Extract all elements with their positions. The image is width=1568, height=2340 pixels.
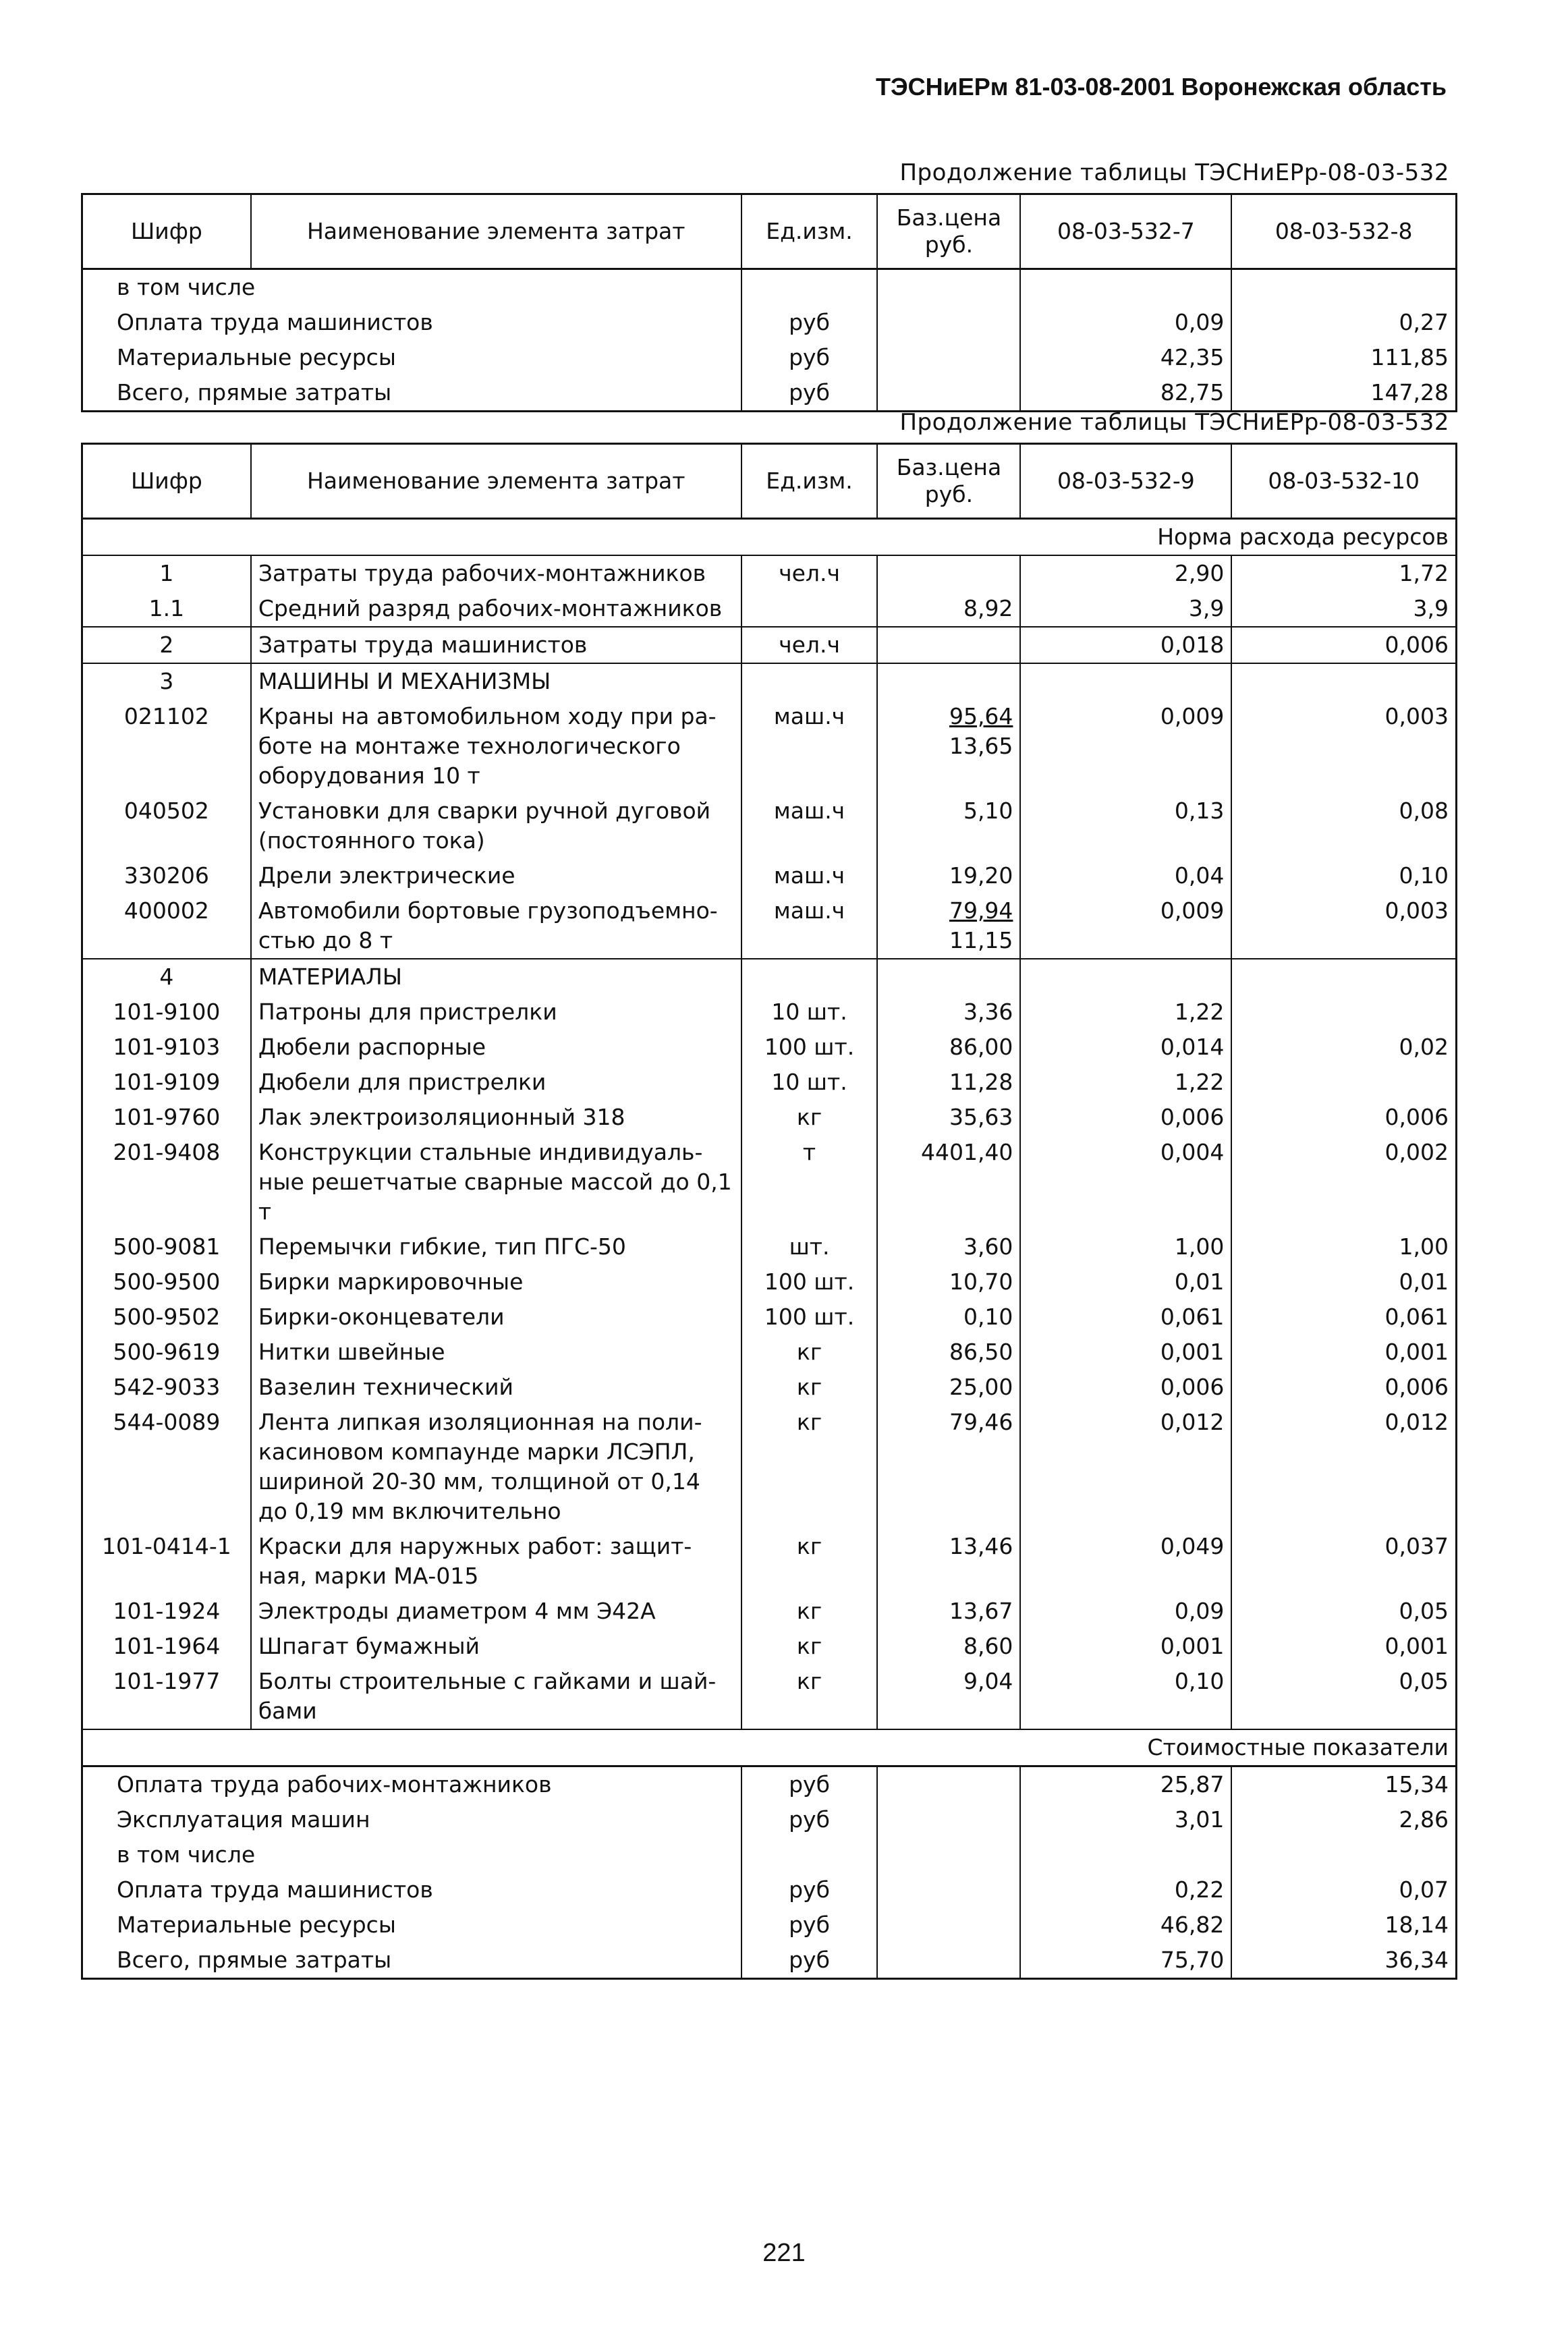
row-name: Шпагат бумажный [251, 1629, 741, 1664]
row-name: Нитки швейные [251, 1335, 741, 1370]
table-row [82, 269, 1457, 306]
row-name: Лак электроизоляционный 318 [251, 1100, 741, 1135]
row-price [877, 340, 1020, 375]
row-name: Вазелин технический [251, 1370, 741, 1405]
row-value-b: 0,003 [1231, 699, 1456, 793]
row-value-b [1231, 269, 1456, 306]
row-price: 8,60 [877, 1629, 1020, 1664]
summary-price [877, 1943, 1020, 1979]
row-value-b: 1,00 [1231, 1229, 1456, 1264]
row-unit: маш.ч [741, 893, 878, 959]
table-row [82, 305, 1457, 340]
row-price: 86,00 [877, 1030, 1020, 1065]
row-price: 79,46 [877, 1405, 1020, 1529]
summary-price [877, 1766, 1020, 1803]
row-name: Бирки-оконцеватели [251, 1300, 741, 1335]
summary-price [877, 1872, 1020, 1907]
table1-body [82, 269, 1457, 412]
row-value-a: 0,13 [1020, 793, 1231, 858]
row-name: Электроды диаметром 4 мм Э42А [251, 1594, 741, 1629]
table-row [82, 1065, 1457, 1100]
row-code: 500-9081 [82, 1229, 251, 1264]
row-value-b [1231, 995, 1456, 1030]
row-unit: 100 шт. [741, 1264, 878, 1300]
table-row [82, 1264, 1457, 1300]
table-row [82, 375, 1457, 412]
summary-value-a: 0,22 [1020, 1872, 1231, 1907]
table-row [82, 591, 1457, 627]
row-value-b [1231, 959, 1456, 995]
row-unit: руб [741, 340, 878, 375]
page-number: 221 [762, 2239, 806, 2267]
row-name: Дрели электрические [251, 858, 741, 893]
row-value-b: 0,02 [1231, 1030, 1456, 1065]
row-value-b: 0,002 [1231, 1135, 1456, 1229]
row-unit: кг [741, 1594, 878, 1629]
row-price: 4401,40 [877, 1135, 1020, 1229]
row-code: 2 [82, 627, 251, 663]
row-value-a: 1,22 [1020, 1065, 1231, 1100]
row-code: 4 [82, 959, 251, 995]
row-unit [741, 269, 878, 306]
row-value-b: 147,28 [1231, 375, 1456, 412]
row-name: Перемычки гибкие, тип ПГС-50 [251, 1229, 741, 1264]
row-unit: 10 шт. [741, 1065, 878, 1100]
row-name: Установки для сварки ручной дуговой (постоянного тока) [251, 793, 741, 858]
row-unit: кг [741, 1370, 878, 1405]
row-value-a: 82,75 [1020, 375, 1231, 412]
summary-unit: руб [741, 1766, 878, 1803]
row-value-a: 0,004 [1020, 1135, 1231, 1229]
row-price: 3,60 [877, 1229, 1020, 1264]
row-value-b: 0,037 [1231, 1529, 1456, 1594]
row-price [877, 269, 1020, 306]
table-row [82, 555, 1457, 591]
row-code: 101-1924 [82, 1594, 251, 1629]
summary-value-b [1231, 1837, 1456, 1872]
row-value-a: 0,04 [1020, 858, 1231, 893]
row-code: 021102 [82, 699, 251, 793]
table-row [82, 1529, 1457, 1594]
summary-row [82, 1943, 1457, 1979]
table1-caption: Продолжение таблицы ТЭСНиЕРр-08-03-532 [899, 159, 1449, 186]
row-code: 330206 [82, 858, 251, 893]
summary-value-b: 2,86 [1231, 1802, 1456, 1837]
row-price: 25,00 [877, 1370, 1020, 1405]
table2-caption: Продолжение таблицы ТЭСНиЕРр-08-03-532 [899, 409, 1449, 436]
price-base: 79,94 [949, 897, 1013, 924]
row-price: 86,50 [877, 1335, 1020, 1370]
row-price: 3,36 [877, 995, 1020, 1030]
row-value-a: 0,012 [1020, 1405, 1231, 1529]
page-header-title: ТЭСНиЕРм 81-03-08-2001 Воронежская область [876, 73, 1447, 101]
table-row [82, 1135, 1457, 1229]
summary-value-a: 3,01 [1020, 1802, 1231, 1837]
summary-price [877, 1837, 1020, 1872]
row-price [877, 305, 1020, 340]
row-price [877, 699, 1020, 793]
table1 [81, 193, 1457, 412]
table-row [82, 663, 1457, 699]
table-row [82, 793, 1457, 858]
table1-header [82, 194, 1457, 269]
col-name-header: Наименование элемента затрат [251, 444, 741, 519]
row-code: 500-9500 [82, 1264, 251, 1300]
row-name: Патроны для пристрелки [251, 995, 741, 1030]
cost-label-spacer [82, 1729, 251, 1766]
row-value-a: 0,009 [1020, 893, 1231, 959]
row-unit: кг [741, 1405, 878, 1529]
row-name: Дюбели распорные [251, 1030, 741, 1065]
row-code: 1 [82, 555, 251, 591]
row-value-a: 0,009 [1020, 699, 1231, 793]
row-unit [741, 959, 878, 995]
row-value-a: 0,061 [1020, 1300, 1231, 1335]
row-name: Материальные ресурсы [82, 340, 741, 375]
summary-row [82, 1802, 1457, 1837]
cost-label: Стоимостные показатели [251, 1729, 1457, 1766]
row-value-b: 0,10 [1231, 858, 1456, 893]
table-row [82, 1229, 1457, 1264]
table-row [82, 959, 1457, 995]
row-unit: кг [741, 1629, 878, 1664]
row-value-b: 0,001 [1231, 1629, 1456, 1664]
row-code: 101-0414-1 [82, 1529, 251, 1594]
summary-price [877, 1802, 1020, 1837]
summary-row [82, 1837, 1457, 1872]
col-price-header: Баз.цена руб. [877, 444, 1020, 519]
row-value-b: 0,006 [1231, 1370, 1456, 1405]
row-name: Средний разряд рабочих-монтажников [251, 591, 741, 627]
row-price [877, 959, 1020, 995]
norm-label: Норма расхода ресурсов [251, 519, 1457, 556]
row-value-b: 0,006 [1231, 627, 1456, 663]
col-a-header: 08-03-532-7 [1020, 194, 1231, 269]
summary-unit: руб [741, 1802, 878, 1837]
row-name: в том числе [82, 269, 741, 306]
row-value-b: 0,01 [1231, 1264, 1456, 1300]
row-value-b: 0,05 [1231, 1664, 1456, 1729]
col-price-header: Баз.цена руб. [877, 194, 1020, 269]
summary-value-a [1020, 1837, 1231, 1872]
row-value-a: 0,001 [1020, 1629, 1231, 1664]
row-value-a: 0,10 [1020, 1664, 1231, 1729]
row-unit: кг [741, 1664, 878, 1729]
summary-value-b: 15,34 [1231, 1766, 1456, 1803]
row-price: 13,46 [877, 1529, 1020, 1594]
row-name: Бирки маркировочные [251, 1264, 741, 1300]
row-price: 11,28 [877, 1065, 1020, 1100]
row-price: 10,70 [877, 1264, 1020, 1300]
row-value-a: 0,09 [1020, 1594, 1231, 1629]
row-price: 0,10 [877, 1300, 1020, 1335]
norm-label-row [82, 519, 1457, 556]
summary-value-b: 0,07 [1231, 1872, 1456, 1907]
table2 [81, 443, 1457, 1980]
table-row [82, 1030, 1457, 1065]
row-name: Всего, прямые затраты [82, 375, 741, 412]
row-unit: руб [741, 375, 878, 412]
summary-unit: руб [741, 1943, 878, 1979]
row-code: 040502 [82, 793, 251, 858]
summary-price [877, 1907, 1020, 1943]
summary-name: Оплата труда машинистов [82, 1872, 741, 1907]
row-value-a: 2,90 [1020, 555, 1231, 591]
row-code: 542-9033 [82, 1370, 251, 1405]
row-value-a: 0,018 [1020, 627, 1231, 663]
row-unit: кг [741, 1335, 878, 1370]
table-row [82, 1405, 1457, 1529]
row-value-a: 0,014 [1020, 1030, 1231, 1065]
row-name: Лента липкая изоляционная на поли- касиновом компаунде марки ЛСЭПЛ, шириной 20-30 мм, толщиной от 0,14 до 0,19 мм включительно [251, 1405, 741, 1529]
summary-name: Оплата труда рабочих-монтажников [82, 1766, 741, 1803]
row-value-b: 111,85 [1231, 340, 1456, 375]
row-value-b: 0,061 [1231, 1300, 1456, 1335]
row-unit: маш.ч [741, 793, 878, 858]
col-name-header: Наименование элемента затрат [251, 194, 741, 269]
row-unit: кг [741, 1529, 878, 1594]
row-value-b: 0,003 [1231, 893, 1456, 959]
row-price: 35,63 [877, 1100, 1020, 1135]
col-code-header: Шифр [82, 194, 251, 269]
row-code: 500-9502 [82, 1300, 251, 1335]
row-price [877, 627, 1020, 663]
row-code: 544-0089 [82, 1405, 251, 1529]
table-row [82, 1594, 1457, 1629]
row-unit: т [741, 1135, 878, 1229]
table-row [82, 1335, 1457, 1370]
row-value-b: 0,05 [1231, 1594, 1456, 1629]
row-value-b [1231, 1065, 1456, 1100]
col-code-header: Шифр [82, 444, 251, 519]
row-code: 101-1964 [82, 1629, 251, 1664]
row-value-b: 0,001 [1231, 1335, 1456, 1370]
row-value-a [1020, 663, 1231, 699]
row-price [877, 663, 1020, 699]
row-value-a: 1,00 [1020, 1229, 1231, 1264]
row-unit: 100 шт. [741, 1030, 878, 1065]
cost-label-row [82, 1729, 1457, 1766]
row-value-a [1020, 959, 1231, 995]
row-unit: 10 шт. [741, 995, 878, 1030]
price-labor: 13,65 [949, 733, 1013, 759]
row-unit: 100 шт. [741, 1300, 878, 1335]
col-a-header: 08-03-532-9 [1020, 444, 1231, 519]
summary-row [82, 1872, 1457, 1907]
price-base: 95,64 [949, 703, 1013, 729]
row-unit: маш.ч [741, 699, 878, 793]
row-code: 101-9109 [82, 1065, 251, 1100]
row-name: Краны на автомобильном ходу при ра- боте на монтаже технологического оборудования 10 т [251, 699, 741, 793]
row-code: 1.1 [82, 591, 251, 627]
summary-unit: руб [741, 1907, 878, 1943]
table2-body [82, 519, 1457, 1979]
row-code: 101-1977 [82, 1664, 251, 1729]
row-value-b: 1,72 [1231, 555, 1456, 591]
row-unit: руб [741, 305, 878, 340]
row-code: 101-9100 [82, 995, 251, 1030]
table-row [82, 340, 1457, 375]
summary-value-b: 18,14 [1231, 1907, 1456, 1943]
table-row [82, 1300, 1457, 1335]
col-unit-header: Ед.изм. [741, 444, 878, 519]
table-row [82, 995, 1457, 1030]
summary-value-a: 46,82 [1020, 1907, 1231, 1943]
row-price: 8,92 [877, 591, 1020, 627]
summary-value-b: 36,34 [1231, 1943, 1456, 1979]
summary-name: Всего, прямые затраты [82, 1943, 741, 1979]
row-name: Болты строительные с гайками и шай- бами [251, 1664, 741, 1729]
summary-value-a: 75,70 [1020, 1943, 1231, 1979]
row-value-a: 0,006 [1020, 1370, 1231, 1405]
row-code: 101-9760 [82, 1100, 251, 1135]
summary-name: в том числе [82, 1837, 741, 1872]
summary-unit [741, 1837, 878, 1872]
col-b-header: 08-03-532-8 [1231, 194, 1456, 269]
row-name: Конструкции стальные индивидуаль- ные решетчатые сварные массой до 0,1 т [251, 1135, 741, 1229]
table-row [82, 893, 1457, 959]
summary-unit: руб [741, 1872, 878, 1907]
row-code: 500-9619 [82, 1335, 251, 1370]
row-value-a: 0,001 [1020, 1335, 1231, 1370]
row-code: 201-9408 [82, 1135, 251, 1229]
summary-name: Материальные ресурсы [82, 1907, 741, 1943]
row-price: 9,04 [877, 1664, 1020, 1729]
row-name: МАШИНЫ И МЕХАНИЗМЫ [251, 663, 741, 699]
row-unit: чел.ч [741, 627, 878, 663]
row-name: Затраты труда машинистов [251, 627, 741, 663]
row-unit [741, 663, 878, 699]
row-name: Затраты труда рабочих-монтажников [251, 555, 741, 591]
row-value-b [1231, 663, 1456, 699]
summary-name: Эксплуатация машин [82, 1802, 741, 1837]
summary-row [82, 1766, 1457, 1803]
row-price [877, 375, 1020, 412]
row-price [877, 555, 1020, 591]
row-code: 3 [82, 663, 251, 699]
col-unit-header: Ед.изм. [741, 194, 878, 269]
row-unit: маш.ч [741, 858, 878, 893]
table-row [82, 858, 1457, 893]
row-name: Оплата труда машинистов [82, 305, 741, 340]
row-code: 101-9103 [82, 1030, 251, 1065]
row-value-a: 0,01 [1020, 1264, 1231, 1300]
row-value-a: 42,35 [1020, 340, 1231, 375]
row-name: Краски для наружных работ: защит- ная, марки МА-015 [251, 1529, 741, 1594]
row-value-a: 0,09 [1020, 305, 1231, 340]
price-labor: 11,15 [949, 927, 1013, 953]
col-b-header: 08-03-532-10 [1231, 444, 1456, 519]
table-row [82, 627, 1457, 663]
row-price [877, 893, 1020, 959]
row-code: 400002 [82, 893, 251, 959]
row-unit [741, 591, 878, 627]
row-price: 19,20 [877, 858, 1020, 893]
row-unit: кг [741, 1100, 878, 1135]
table-row [82, 1629, 1457, 1664]
summary-value-a: 25,87 [1020, 1766, 1231, 1803]
table-row [82, 699, 1457, 793]
table-row [82, 1100, 1457, 1135]
summary-row [82, 1907, 1457, 1943]
row-price: 13,67 [877, 1594, 1020, 1629]
row-price: 5,10 [877, 793, 1020, 858]
row-unit: чел.ч [741, 555, 878, 591]
row-value-a: 0,049 [1020, 1529, 1231, 1594]
row-name: Дюбели для пристрелки [251, 1065, 741, 1100]
row-value-b: 3,9 [1231, 591, 1456, 627]
table-row [82, 1664, 1457, 1729]
row-value-a: 3,9 [1020, 591, 1231, 627]
row-value-b: 0,006 [1231, 1100, 1456, 1135]
row-value-b: 0,012 [1231, 1405, 1456, 1529]
table2-header [82, 444, 1457, 519]
row-unit: шт. [741, 1229, 878, 1264]
row-value-b: 0,27 [1231, 305, 1456, 340]
row-value-a [1020, 269, 1231, 306]
row-name: Автомобили бортовые грузоподъемно- стью до 8 т [251, 893, 741, 959]
table-row [82, 1370, 1457, 1405]
row-value-a: 1,22 [1020, 995, 1231, 1030]
row-value-b: 0,08 [1231, 793, 1456, 858]
row-value-a: 0,006 [1020, 1100, 1231, 1135]
row-name: МАТЕРИАЛЫ [251, 959, 741, 995]
